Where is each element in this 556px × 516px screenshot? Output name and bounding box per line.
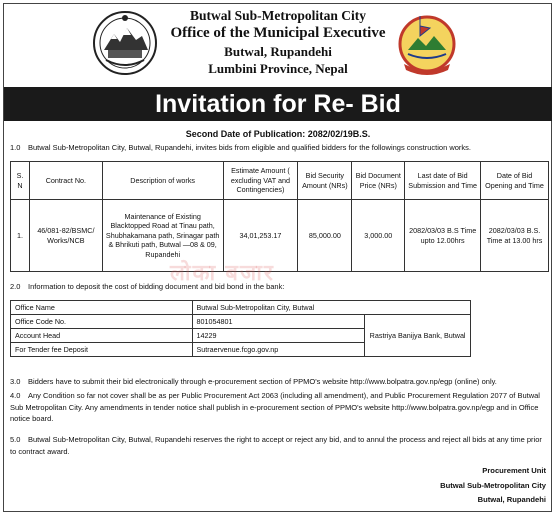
city-name: Butwal Sub-Metropolitan City [189,8,366,23]
nepal-emblem-icon [92,10,158,76]
paragraph-text: Any Condition so far not cover shall be as per Public Procurement Act 2063 (including all amendment), and Public Procurement Regulation 2077 of Butwal Sub Metropolitan City. Any amendments in tender notice shall publish in e-procurement section of PPMO's website http://www.bolpatra.gov.np/egp and in Office notice board. [10,391,540,423]
paragraph-1 [10,142,550,154]
deposit-label: Office Name [11,301,193,315]
office-province: Lumbini Province, Nepal [208,61,348,76]
paragraph-number: 4.0 [10,391,21,400]
notice-title: Invitation for Re- Bid [4,87,552,121]
header-bid-security: Bid Security Amount (NRs) [298,162,352,200]
signature-unit: Procurement Unit [482,466,546,475]
header-sn: S. N [11,162,30,200]
header-opening-date: Date of Bid Opening and Time [481,162,549,200]
publication-date: Second Date of Publication: 2082/02/19B.S. [185,129,371,139]
deposit-value: Sutraervenue.fcgo.gov.np [192,343,365,357]
deposit-value: 801054801 [192,315,365,329]
cell-bid-security: 85,000.00 [298,200,352,272]
table-row [11,200,549,272]
deposit-label: For Tender fee Deposit [11,343,193,357]
header-last-date: Last date of Bid Submission and Time [405,162,481,200]
paragraph-5 [10,434,550,457]
paragraph-number: 5.0 [10,435,21,444]
bank-name: Rastriya Banijya Bank, Butwal [365,315,471,357]
header-contract-no: Contract No. [29,162,102,200]
signature-location: Butwal, Rupandehi [477,495,546,504]
table-row [11,301,471,315]
municipality-logo-icon [396,10,458,76]
paragraph-number: 2.0 [10,282,21,291]
paragraph-text: Bidders have to submit their bid electronically through e-procurement section of PPMO's website http://www.bolpatra.gov.np/egp (online) only. [28,377,497,386]
header-estimate: Estimate Amount ( excluding VAT and Contingencies) [223,162,298,200]
table-header-row [11,162,549,200]
signature-block [416,464,546,508]
paragraph-text: Information to deposit the cost of bidding document and bid bond in the bank: [28,282,285,291]
cell-opening-date: 2082/03/03 B.S. Time at 13.00 hrs [481,200,549,272]
cell-sn: 1. [11,200,30,272]
paragraph-text: Butwal Sub-Metropolitan City, Butwal, Rupandehi, invites bids from eligible and qualified bidders for the followings construction works. [28,143,472,152]
paragraph-text: Butwal Sub-Metropolitan City, Butwal, Rupandehi reserves the right to accept or reject any bid, and to annul the process and reject all bids at any time prior to contract award. [10,435,542,456]
header-text [160,7,396,77]
cell-contract-no: 46/081-82/BSMC/ Works/NCB [29,200,102,272]
deposit-value: Butwal Sub-Metropolitan City, Butwal [192,301,471,315]
deposit-value: 14229 [192,329,365,343]
notice-header [0,0,556,86]
deposit-label: Account Head [11,329,193,343]
table-row [11,315,471,329]
deposit-table [10,300,471,357]
paragraph-4 [10,390,550,425]
cell-description: Maintenance of Existing Blacktopped Road at Tinau path, Shubhakamana path, Srinagar path & Bhrikuti path, Butwal —08 & 09, Rupandehi [102,200,223,272]
paragraph-number: 3.0 [10,377,21,386]
paragraph-number: 1.0 [10,143,21,152]
header-doc-price: Bid Document Price (NRs) [352,162,405,200]
cell-last-date: 2082/03/03 B.S Time upto 12.00hrs [405,200,481,272]
paragraph-2 [10,281,550,293]
cell-estimate: 34,01,253.17 [223,200,298,272]
cell-doc-price: 3,000.00 [352,200,405,272]
deposit-label: Office Code No. [11,315,193,329]
signature-office: Butwal Sub-Metropolitan City [440,480,546,490]
paragraph-3 [10,376,550,388]
office-name: Office of the Municipal Executive [170,25,386,41]
bid-table [10,161,549,272]
office-location: Butwal, Rupandehi [224,44,332,59]
header-description: Description of works [102,162,223,200]
watermark: लोका बजार [170,260,275,285]
